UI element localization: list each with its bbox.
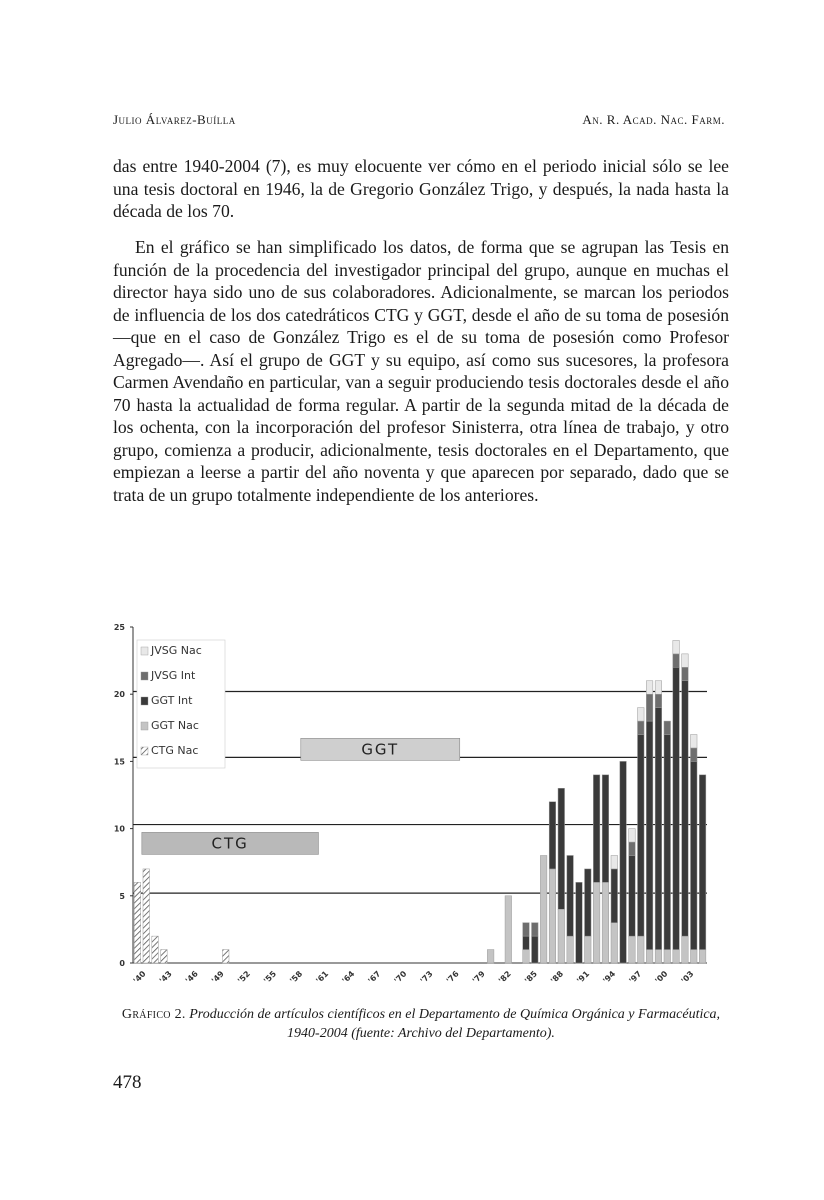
bar-segment xyxy=(523,950,530,963)
bar-segment xyxy=(664,735,671,950)
bar-segment xyxy=(523,923,530,936)
x-tick-label: '85 xyxy=(523,969,539,986)
bar-segment xyxy=(673,950,680,963)
bar-segment xyxy=(585,936,592,963)
bar-segment xyxy=(673,667,680,949)
bar-segment xyxy=(558,788,565,909)
bar-segment xyxy=(699,775,706,950)
y-tick-label: 20 xyxy=(113,690,125,700)
bar-segment xyxy=(690,735,697,748)
legend-label: CTG Nac xyxy=(151,744,199,757)
y-tick-label: 25 xyxy=(113,623,125,632)
bar-segment xyxy=(664,950,671,963)
x-tick-label: '43 xyxy=(157,969,174,986)
bar-segment xyxy=(523,936,530,949)
bar-segment xyxy=(690,748,697,761)
bar-segment xyxy=(602,882,609,963)
x-tick-label: '76 xyxy=(444,969,461,986)
bar-segment xyxy=(620,761,627,963)
bar-segment xyxy=(638,708,645,721)
bar-segment xyxy=(152,936,159,963)
bar-segment xyxy=(505,896,512,963)
body-paragraph-2 xyxy=(113,236,729,506)
x-tick-label: '46 xyxy=(183,969,200,986)
bar-segment xyxy=(549,802,556,869)
bar-segment xyxy=(611,923,618,963)
x-tick-label: '79 xyxy=(470,969,487,986)
period-band-label: GGT xyxy=(361,740,400,759)
bar-segment xyxy=(602,775,609,883)
bar-segment xyxy=(593,775,600,883)
bar-segment xyxy=(134,882,141,963)
bar-segment xyxy=(629,855,636,936)
bar-segment xyxy=(629,842,636,855)
bar-segment xyxy=(664,721,671,734)
bar-segment xyxy=(593,882,600,963)
bar-segment xyxy=(585,869,592,936)
bar-segment xyxy=(629,936,636,963)
figure-caption xyxy=(113,1005,729,1043)
bar-segment xyxy=(655,681,662,694)
bar-segment xyxy=(532,936,539,963)
x-tick-label: '61 xyxy=(314,969,331,986)
legend-swatch xyxy=(141,722,148,730)
bar-segment xyxy=(655,694,662,707)
bar-segment xyxy=(540,855,547,963)
bar-segment xyxy=(143,869,150,963)
running-head-author: Julio Álvarez-Buílla xyxy=(113,112,236,127)
period-band-label: CTG xyxy=(211,834,249,853)
bar-segment xyxy=(655,950,662,963)
bar-segment xyxy=(567,936,574,963)
bar-segment xyxy=(682,936,689,963)
bar-segment xyxy=(532,923,539,936)
chart-svg xyxy=(105,615,725,995)
y-tick-label: 0 xyxy=(119,959,125,968)
bar-segment xyxy=(549,869,556,963)
legend-label: GGT Nac xyxy=(151,719,199,732)
bar-segment xyxy=(222,950,229,963)
bar-segment xyxy=(682,681,689,936)
x-tick-label: '52 xyxy=(236,969,252,986)
running-head-journal: An. R. Acad. Nac. Farm. xyxy=(582,112,725,127)
x-tick-label: '49 xyxy=(209,969,226,986)
caption-label: Gráfico 2. xyxy=(121,1007,186,1022)
bar-segment xyxy=(638,721,645,734)
bar-segment xyxy=(673,654,680,667)
bar-segment xyxy=(646,950,653,963)
page-number: 478 xyxy=(113,1072,142,1093)
x-tick-label: '88 xyxy=(549,969,566,986)
legend-swatch xyxy=(141,647,148,655)
x-tick-label: '67 xyxy=(366,969,383,986)
bar-segment xyxy=(629,829,636,842)
legend-label: JVSG Int xyxy=(151,669,196,682)
bar-segment xyxy=(646,721,653,949)
bar-segment xyxy=(611,855,618,868)
x-tick-label: '03 xyxy=(679,969,696,986)
bar-segment xyxy=(690,950,697,963)
x-tick-label: '70 xyxy=(392,969,409,986)
bar-segment xyxy=(567,855,574,936)
x-tick-label: '00 xyxy=(653,969,670,986)
bar-segment xyxy=(646,681,653,694)
bar-segment xyxy=(487,950,494,963)
x-tick-label: '94 xyxy=(601,969,618,986)
bar-segment xyxy=(638,735,645,937)
y-tick-label: 15 xyxy=(113,757,125,767)
body-paragraph-1 xyxy=(113,155,729,223)
paragraph-text: das entre 1940-2004 (7), es muy elocuente ver cómo en el periodo inicial sólo se lee una tesis doctoral en 1946, la de Gregorio González Trigo, y después, la nada hasta la década de los 70. xyxy=(113,156,729,221)
x-tick-label: '82 xyxy=(496,969,513,986)
bar-segment xyxy=(611,869,618,923)
x-tick-label: '55 xyxy=(262,969,279,986)
y-tick-label: 5 xyxy=(119,891,125,901)
legend-label: JVSG Nac xyxy=(151,644,202,657)
bar-segment xyxy=(558,909,565,963)
x-tick-label: '91 xyxy=(575,969,592,986)
bar-segment xyxy=(161,950,168,963)
legend-swatch xyxy=(141,672,148,680)
bar-segment xyxy=(690,761,697,949)
x-tick-label: '73 xyxy=(418,969,435,986)
legend-label: GGT Int xyxy=(151,694,193,707)
x-tick-label: '64 xyxy=(340,969,357,986)
bar-segment xyxy=(682,654,689,667)
bar-segment xyxy=(673,640,680,653)
legend-swatch xyxy=(141,747,148,755)
legend-swatch xyxy=(141,697,148,705)
bar-segment xyxy=(655,708,662,950)
paragraph-text: En el gráfico se han simplificado los datos, de forma que se agrupan las Tesis en función de la procedencia del investigador principal del grupo, aunque en muchas el director haya sido uno de sus colaboradores. Adicionalmente, se marcan los periodos de influencia de los dos catedráticos CTG y GGT, desde el año de su toma de posesión —que en el caso de González Trigo es el de su toma de posesión como Profesor Agregado—. Así el grupo de GGT y su equipo, así como sus sucesores, la profesora Carmen Avendaño en particular, van a seguir produciendo tesis doctorales desde el año 70 hasta la actualidad de forma regular. A partir de la segunda mitad de la década de los ochenta, con la incorporación del profesor Sinisterra, otra línea de trabajo, y otro grupo, comienza a producir, adicionalmente, tesis doctorales en el Departamento, que empiezan a leerse a partir del año noventa y que aparecen por separado, dado que se trata de un grupo totalmente independiente de los anteriores. xyxy=(113,237,729,505)
bar-segment xyxy=(699,950,706,963)
x-tick-label: '58 xyxy=(288,969,305,986)
bar-segment xyxy=(576,882,583,963)
bar-segment xyxy=(638,936,645,963)
bar-segment xyxy=(682,667,689,680)
y-tick-label: 10 xyxy=(113,824,125,834)
caption-text: Producción de artículos científicos en el Departamento de Química Orgánica y Farmacéutica, 1940-2004 (fuente: Archivo del Departamento). xyxy=(189,1007,721,1041)
x-tick-label: '40 xyxy=(131,969,148,986)
bar-segment xyxy=(646,694,653,721)
x-tick-label: '97 xyxy=(627,969,644,986)
stacked-bar-chart xyxy=(105,615,725,995)
